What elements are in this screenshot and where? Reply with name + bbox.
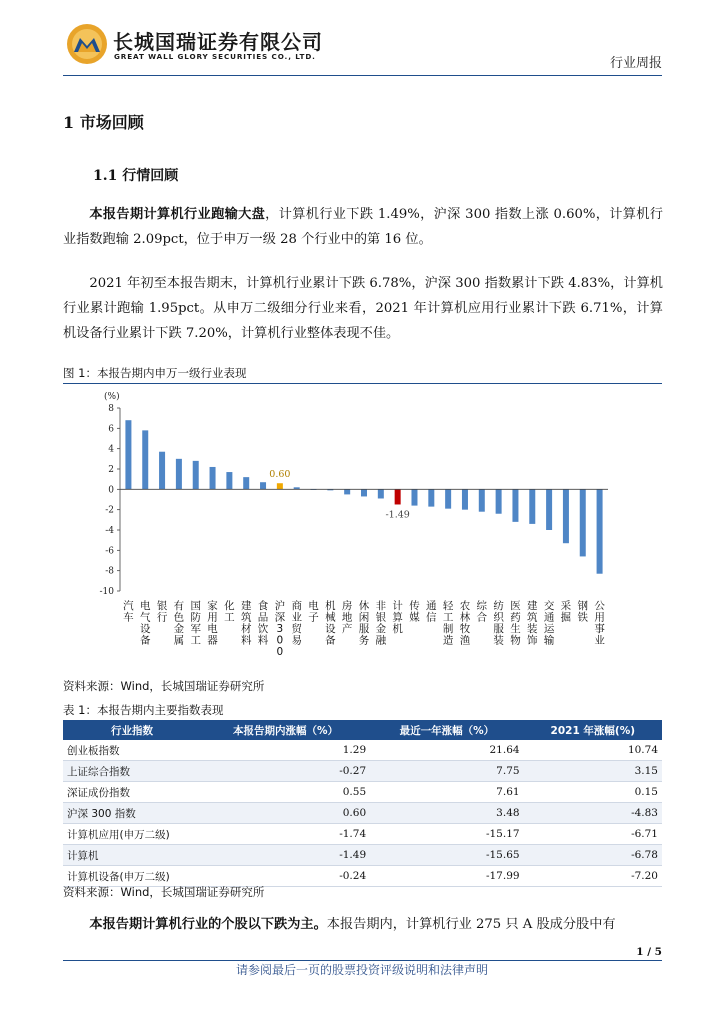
table-row	[63, 782, 662, 803]
table-cell: 计算机应用(申万二级)	[63, 824, 201, 845]
x-tick-label: 医药生物	[510, 600, 521, 647]
table-cell: -1.49	[201, 845, 370, 866]
bar	[563, 489, 569, 543]
bar	[260, 482, 266, 489]
y-tick-label: -2	[105, 505, 114, 516]
x-tick-label: 传媒	[409, 600, 420, 624]
y-tick-label: -10	[99, 587, 114, 597]
header-divider	[63, 75, 662, 76]
y-tick-label: 2	[108, 465, 114, 475]
bar	[546, 489, 552, 530]
company-name-en: GREAT WALL GLORY SECURITIES CO., LTD.	[114, 52, 316, 61]
bar	[462, 489, 468, 509]
table-row	[63, 740, 662, 761]
x-tick-label: 轻工制造	[442, 600, 454, 647]
x-tick-label: 钢铁	[577, 600, 589, 624]
bar	[142, 430, 148, 489]
table-row	[63, 803, 662, 824]
bar	[479, 489, 485, 511]
bar	[193, 461, 199, 489]
bar	[428, 489, 434, 506]
table-cell: -15.17	[370, 824, 523, 845]
table-cell: 计算机设备(申万二级)	[63, 866, 201, 887]
x-tick-label: 建筑装饰	[527, 600, 538, 647]
bar	[344, 489, 350, 494]
table-cell: 10.74	[524, 740, 662, 761]
figure-source: 资料来源：Wind，长城国瑞证券研究所	[63, 679, 265, 693]
bar	[176, 459, 182, 490]
x-tick-label: 家用电器	[207, 600, 218, 647]
table-source: 资料来源：Wind，长城国瑞证券研究所	[63, 885, 265, 899]
section-heading: 1 市场回顾	[63, 113, 144, 132]
y-tick-label: 8	[108, 404, 114, 414]
bar	[226, 472, 232, 489]
table-cell: -0.27	[201, 761, 370, 782]
table-cell: 0.15	[524, 782, 662, 803]
industry-bar-chart	[63, 388, 662, 670]
table-header-cell: 最近一年涨幅（%）	[370, 720, 523, 740]
x-tick-label: 化工	[224, 600, 235, 624]
x-tick-label: 计算机	[392, 600, 403, 635]
paragraph-3	[63, 912, 663, 937]
para1-text: ，计算机行业下跌 1.49%，沪深 300 指数上涨 0.60%，计算机行业指数跑输 2.09pct，位于申万一级 28 个行业中的第 16 位。	[63, 207, 663, 247]
x-tick-label: 汽车	[123, 600, 134, 624]
bar	[277, 483, 283, 489]
footer-disclaimer: 请参阅最后一页的股票投资评级说明和法律声明	[235, 963, 488, 977]
x-tick-label: 非银金融	[375, 600, 387, 647]
y-tick-label: 6	[108, 424, 114, 435]
report-type: 行业周报	[609, 56, 662, 71]
table-row	[63, 824, 662, 845]
table-cell: 上证综合指数	[63, 761, 201, 782]
bar	[512, 489, 518, 522]
data-label: 0.60	[269, 469, 291, 481]
bar	[529, 489, 535, 524]
x-tick-label: 机械设备	[325, 600, 336, 647]
table-cell: 21.64	[370, 740, 523, 761]
table-cell: -6.78	[524, 845, 662, 866]
x-tick-label: 电子	[308, 600, 319, 624]
x-tick-label: 国防军工	[190, 600, 201, 647]
para3-text: 本报告期内，计算机行业 275 只 A 股成分股中有	[326, 917, 616, 932]
table-header-cell: 2021 年涨幅(%)	[524, 720, 662, 740]
company-logo-icon	[66, 22, 108, 66]
table-cell: -15.65	[370, 845, 523, 866]
x-tick-label: 房地产	[341, 600, 353, 635]
y-tick-label: -6	[105, 546, 114, 557]
para1-bold: 本报告期计算机行业跑输大盘	[89, 207, 266, 222]
table-cell: 3.48	[370, 803, 523, 824]
x-tick-label: 食品饮料	[257, 600, 269, 647]
table-cell: -17.99	[370, 866, 523, 887]
table-cell: 0.55	[201, 782, 370, 803]
y-tick-label: -4	[105, 526, 114, 536]
table-header-cell: 本报告期内涨幅（%）	[201, 720, 370, 740]
table-cell: -4.83	[524, 803, 662, 824]
table-cell: 计算机	[63, 845, 201, 866]
table-header-cell: 行业指数	[63, 720, 201, 740]
table-cell: 深证成份指数	[63, 782, 201, 803]
x-tick-label: 纺织服装	[493, 600, 504, 647]
x-tick-label: 有色金属	[173, 600, 185, 647]
bar	[378, 489, 384, 498]
para3-bold: 本报告期计算机行业的个股以下跌为主。	[89, 917, 327, 932]
x-tick-label: 采掘	[560, 600, 572, 624]
y-tick-label: 0	[108, 485, 114, 496]
table-cell: 7.75	[370, 761, 523, 782]
para2-text: 2021 年初至本报告期末，计算机行业累计下跌 6.78%，沪深 300 指数累计下跌 4.83%，计算机行业累计跑输 1.95pct。从申万二级细分行业来看，2021 年计算机应用行业累计下跌 6.71%，计算机设备行业累计下跌 7.20%，计算机行业整体表现不佳。	[63, 276, 663, 341]
table-cell: 3.15	[524, 761, 662, 782]
bar	[496, 489, 502, 513]
y-tick-label: -8	[105, 566, 114, 577]
bar	[597, 489, 603, 573]
table-row	[63, 761, 662, 782]
bar	[243, 477, 249, 489]
bar	[580, 489, 586, 556]
bar	[395, 489, 401, 504]
table-caption: 表 1：本报告期内主要指数表现	[63, 703, 224, 717]
x-tick-label: 商业贸易	[291, 600, 302, 647]
x-tick-label: 休闲服务	[358, 600, 370, 647]
bar	[361, 489, 367, 496]
x-tick-label: 农林牧渔	[459, 600, 471, 647]
page-number: 1 / 5	[636, 946, 662, 958]
bar	[445, 489, 451, 508]
figure-caption-rule	[63, 383, 662, 384]
x-tick-label: 公用事业	[594, 600, 605, 647]
table-cell: 7.61	[370, 782, 523, 803]
table-cell: 0.60	[201, 803, 370, 824]
table-cell: -1.74	[201, 824, 370, 845]
table-cell: -7.20	[524, 866, 662, 887]
data-label: -1.49	[385, 509, 410, 521]
bar	[125, 420, 131, 489]
table-cell: -6.71	[524, 824, 662, 845]
table-row	[63, 845, 662, 866]
table-cell: 1.29	[201, 740, 370, 761]
table-cell: 创业板指数	[63, 740, 201, 761]
bar	[210, 467, 216, 489]
subsection-heading: 1.1 行情回顾	[93, 168, 179, 184]
bar	[159, 452, 165, 490]
x-tick-label: 通信	[426, 600, 437, 624]
x-tick-label: 建筑材料	[240, 600, 252, 647]
x-tick-label: 电气设备	[139, 600, 151, 647]
index-table	[63, 720, 662, 887]
company-name-cn: 长城国瑞证券有限公司	[113, 30, 323, 54]
y-unit-label: (%)	[104, 392, 120, 402]
x-tick-label: 综合	[476, 600, 488, 624]
bar	[411, 489, 417, 505]
figure-caption: 图 1：本报告期内申万一级行业表现	[63, 366, 247, 380]
paragraph-1	[63, 202, 663, 252]
y-tick-label: 4	[108, 444, 114, 455]
x-tick-label: 沪深 3 0 0	[274, 600, 286, 658]
table-cell: 沪深 300 指数	[63, 803, 201, 824]
table-header-row	[63, 720, 662, 740]
x-tick-label: 交通运输	[543, 600, 555, 647]
x-tick-label: 银行	[156, 600, 168, 624]
table-cell: -0.24	[201, 866, 370, 887]
paragraph-2	[63, 271, 663, 346]
